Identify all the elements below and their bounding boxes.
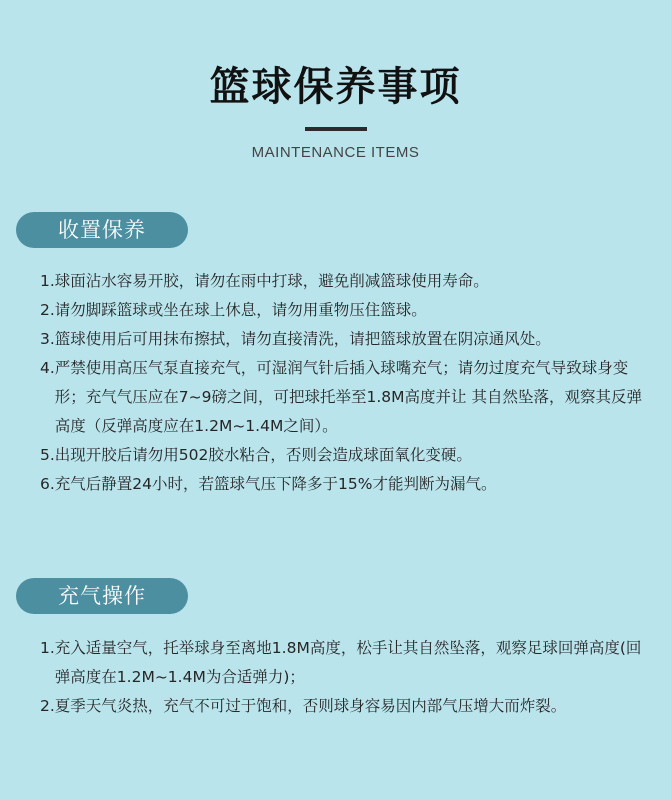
inflation-operation-list (40, 634, 655, 721)
list-item (40, 267, 655, 296)
item-number: 1. (40, 639, 55, 657)
item-text: 充入适量空气，托举球身至离地1.8M高度，松手让其自然坠落，观察足球回弹高度(回弹高度在1.2M~1.4M为合适弹力)； (54, 639, 642, 686)
section-heading-storage: 收置保养 (16, 212, 188, 248)
item-number: 1. (40, 272, 55, 290)
item-number: 3. (40, 330, 55, 348)
item-number: 6. (40, 475, 55, 493)
item-text: 球面沾水容易开胶，请勿在雨中打球，避免削减篮球使用寿命。 (54, 272, 489, 290)
list-item (40, 634, 655, 692)
item-number: 2. (40, 697, 55, 715)
list-item (40, 692, 655, 721)
item-number: 4. (40, 359, 55, 377)
item-text: 充气后静置24小时，若篮球气压下降多于15%才能判断为漏气。 (54, 475, 497, 493)
page-title: 篮球保养事项 (209, 64, 462, 110)
title-underline (305, 127, 367, 131)
section-heading-inflation: 充气操作 (16, 578, 188, 614)
item-text: 篮球使用后可用抹布擦拭，请勿直接清洗，请把篮球放置在阴凉通风处。 (54, 330, 551, 348)
storage-care-list (40, 267, 655, 499)
item-number: 5. (40, 446, 55, 464)
list-item (40, 296, 655, 325)
item-text: 严禁使用高压气泵直接充气，可湿润气针后插入球嘴充气；请勿过度充气导致球身变形；充气气压应在7~9磅之间，可把球托举至1.8M高度并让 其自然坠落，观察其反弹高度（反弹高度应在1.2M~1.4M之间）。 (54, 359, 642, 435)
item-number: 2. (40, 301, 55, 319)
page-subtitle: MAINTENANCE ITEMS (251, 144, 420, 161)
list-item (40, 325, 655, 354)
item-text: 夏季天气炎热，充气不可过于饱和，否则球身容易因内部气压增大而炸裂。 (54, 697, 567, 715)
item-text: 请勿脚踩篮球或坐在球上休息，请勿用重物压住篮球。 (54, 301, 427, 319)
list-item (40, 470, 655, 499)
item-text: 出现开胶后请勿用502胶水粘合，否则会造成球面氧化变硬。 (54, 446, 472, 464)
list-item (40, 441, 655, 470)
list-item (40, 354, 655, 441)
